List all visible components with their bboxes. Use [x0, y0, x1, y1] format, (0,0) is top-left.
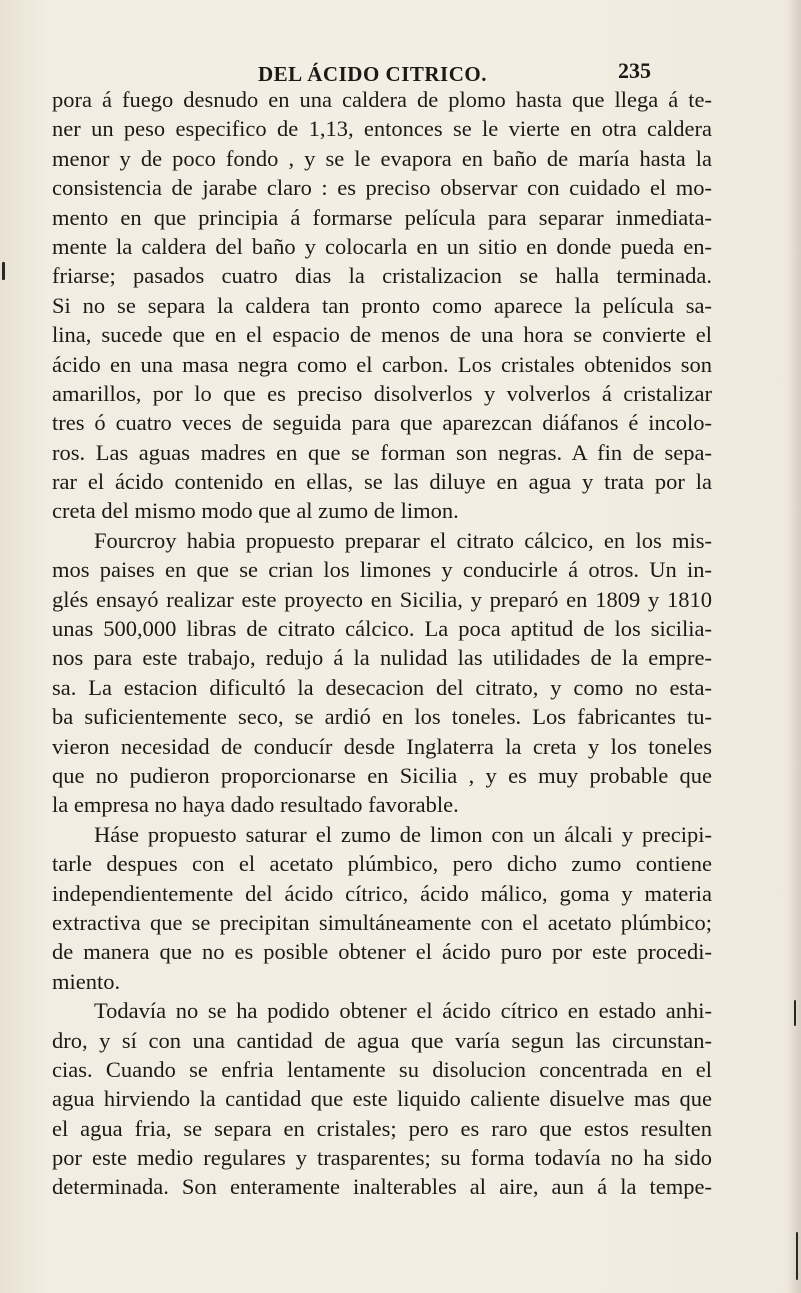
text-line: el agua fria, se separa en cristales; pero es raro que estos resulten [52, 1115, 712, 1141]
paragraph-start-line: Todavía no se ha podido obtener el ácido cítrico en estado anhi- [94, 998, 712, 1024]
text-line: tres ó cuatro veces de seguida para que aparezcan diáfanos é incolo- [52, 410, 712, 436]
text-line: ácido en una masa negra como el carbon. Los cristales obtenidos son [52, 351, 712, 377]
text-line: tarle despues con el acetato plúmbico, pero dicho zumo contiene [52, 851, 712, 877]
text-line: Si no se separa la caldera tan pronto como aparece la película sa- [52, 292, 712, 318]
text-line: mos paises en que se crian los limones y conducirle á otros. Un in- [52, 557, 712, 583]
text-line: cias. Cuando se enfria lentamente su disolucion concentrada en el [52, 1056, 712, 1082]
paragraph-end-line: creta del mismo modo que al zumo de limon. [52, 498, 459, 524]
text-line: pora á fuego desnudo en una caldera de plomo hasta que llega á te- [52, 87, 712, 112]
text-line: determinada. Son enteramente inalterables al aire, aun á la tempe- [52, 1174, 712, 1200]
page-edge-shadow [787, 0, 801, 1293]
paragraph-start-line: Fourcroy habia propuesto preparar el citrato cálcico, en los mis- [94, 527, 712, 553]
text-line: sa. La estacion dificultó la desecacion del citrato, y como no esta- [52, 674, 712, 700]
text-line: amarillos, por lo que es preciso disolverlos y volverlos á cristalizar [52, 380, 712, 406]
text-line: ner un peso especifico de 1,13, entonces se le vierte en otra caldera [52, 116, 712, 142]
text-line: lina, sucede que en el espacio de menos de una hora se convierte el [52, 322, 712, 348]
left-edge-mark [2, 262, 5, 280]
body-text [52, 85, 712, 1202]
right-edge-mark-lower [796, 1232, 798, 1280]
text-line: ros. Las aguas madres en que se forman son negras. A fin de sepa- [52, 439, 712, 465]
text-line: de manera que no es posible obtener el ácido puro por este procedi- [52, 939, 712, 965]
text-line: ba suficientemente seco, se ardió en los toneles. Los fabricantes tu- [52, 704, 712, 730]
text-line: extractiva que se precipitan simultáneamente con el acetato plúmbico; [52, 909, 712, 935]
paragraph-end-line: miento. [52, 968, 121, 994]
text-line: nos para este trabajo, redujo á la nulidad las utilidades de la empre- [52, 645, 712, 671]
text-line: que no pudieron proporcionarse en Sicilia , y es muy probable que [52, 762, 712, 788]
text-line: vieron necesidad de conducír desde Inglaterra la creta y los toneles [52, 733, 712, 759]
page-number: 235 [618, 58, 651, 83]
text-line: independientemente del ácido cítrico, ácido málico, goma y materia [52, 880, 712, 906]
paragraph-end-line: la empresa no haya dado resultado favorable. [52, 792, 459, 818]
text-line: mento en que principia á formarse película para separar inmediata- [52, 204, 712, 230]
text-line: unas 500,000 libras de citrato cálcico. La poca aptitud de los sicilia- [52, 616, 712, 642]
text-line: dro, y sí con una cantidad de agua que varía segun las circunstan- [52, 1027, 712, 1053]
right-edge-mark [794, 1000, 796, 1026]
text-line: por este medio regulares y trasparentes; su forma todavía no ha sido [52, 1145, 712, 1171]
text-line: glés ensayó realizar este proyecto en Sicilia, y preparó en 1809 y 1810 [52, 586, 712, 612]
text-line: friarse; pasados cuatro dias la cristalizacion se halla terminada. [52, 263, 712, 289]
running-head [0, 58, 801, 88]
text-line: consistencia de jarabe claro : es preciso observar con cuidado el mo- [52, 175, 712, 201]
text-line: rar el ácido contenido en ellas, se las diluye en agua y trata por la [52, 469, 712, 495]
text-line: mente la caldera del baño y colocarla en un sitio en donde pueda en- [52, 233, 712, 259]
text-line: menor y de poco fondo , y se le evapora en baño de maría hasta la [52, 145, 712, 171]
paragraph-start-line: Háse propuesto saturar el zumo de limon con un álcali y precipi- [94, 821, 712, 847]
text-line: agua hirviendo la cantidad que este liquido caliente disuelve mas que [52, 1086, 712, 1112]
running-title: DEL ÁCIDO CITRICO. [258, 62, 487, 86]
